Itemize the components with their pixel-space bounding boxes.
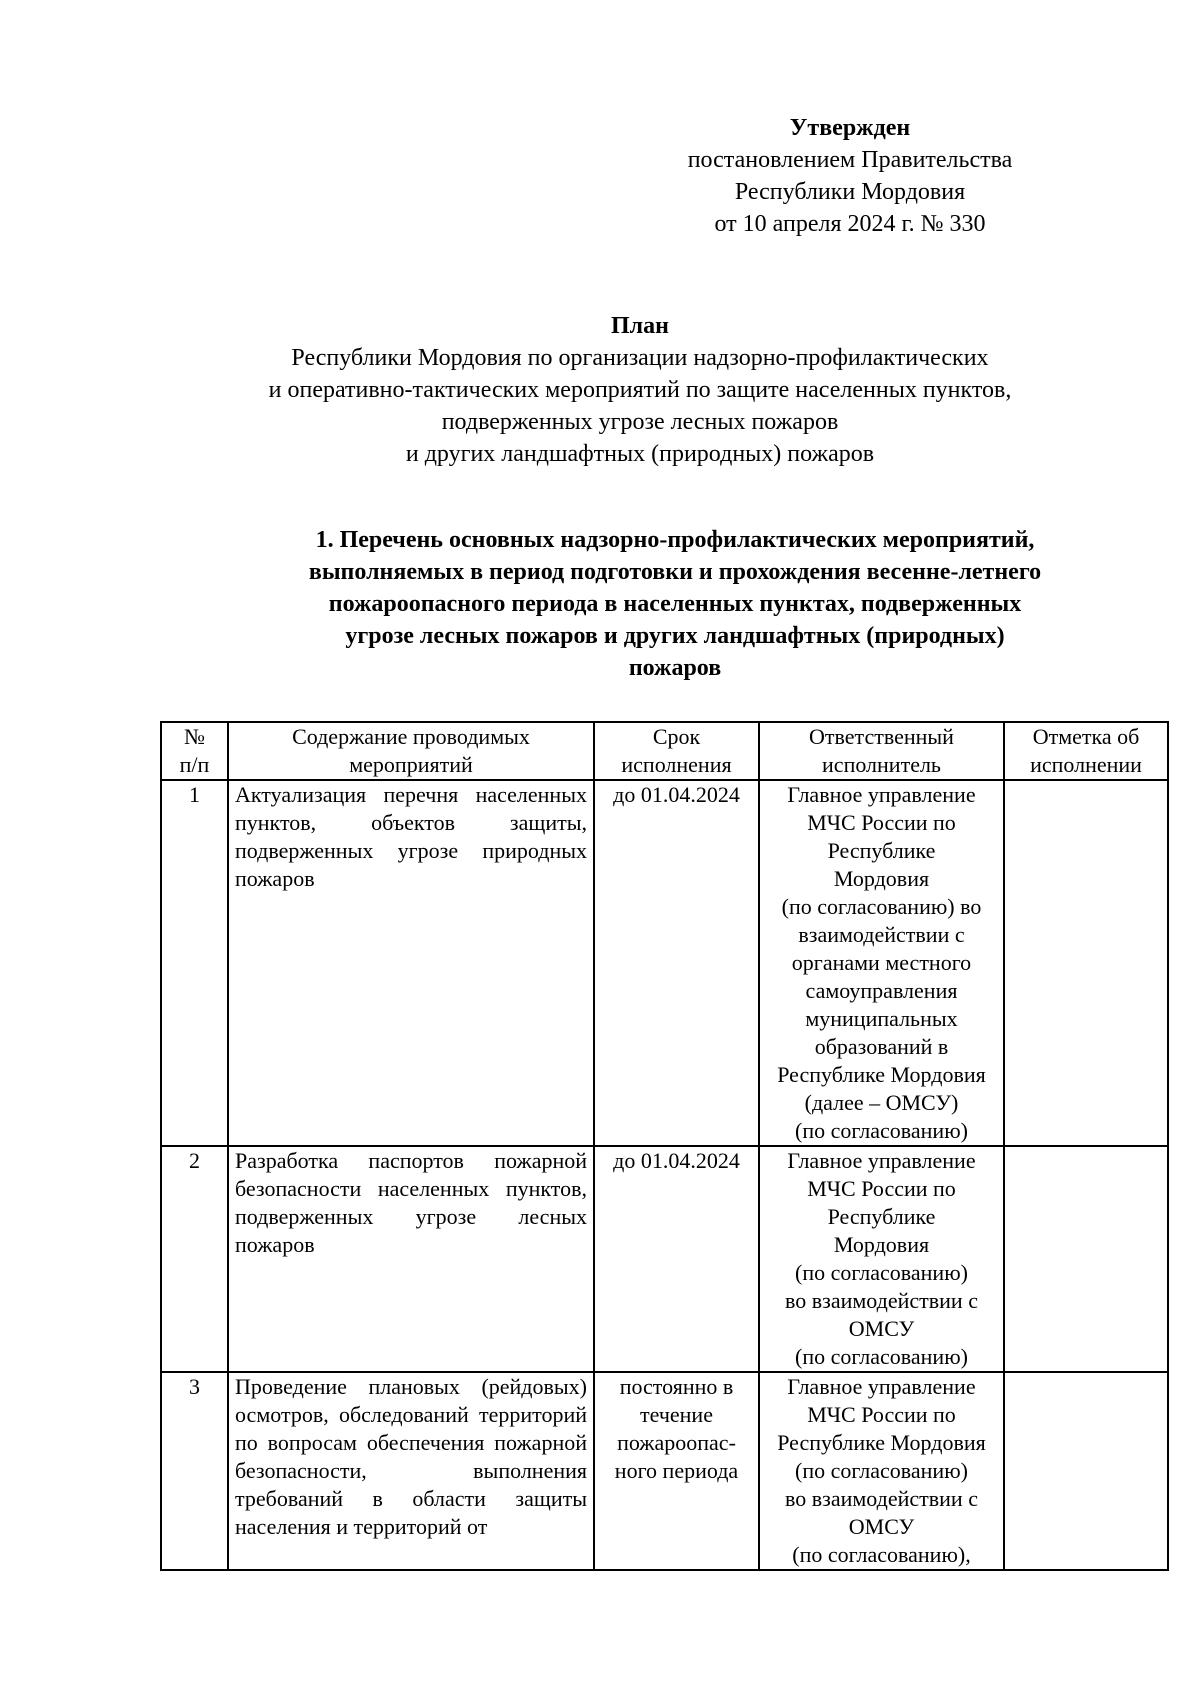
header-term (594, 722, 759, 780)
row-responsible: Главное управление МЧС России по Республике Мордовия (по согласованию) во взаимодействии с ОМСУ (по согласованию), (759, 1372, 1004, 1570)
header-responsible-line-2: исполнитель (822, 752, 941, 777)
approval-block (640, 112, 1060, 240)
table-header-row (161, 722, 1168, 780)
row-num: 3 (161, 1372, 228, 1570)
row-mark (1004, 1146, 1168, 1372)
row-responsible: Главное управление МЧС России по Республике Мордовия (по согласованию) во взаимодействии с органами местного самоуправления муниципальных образований в Республике Мордовия (далее – ОМСУ) (по согласованию) (759, 780, 1004, 1146)
plan-title-block (160, 310, 1120, 470)
section-title-line-4: угрозе лесных пожаров и других ландшафтных (природных) (345, 623, 1005, 649)
table-row (161, 1372, 1168, 1570)
header-term-line-2: исполнения (621, 752, 732, 777)
plan-subtitle-line-3: подверженных угрозе лесных пожаров (441, 409, 839, 435)
plan-title: План (611, 313, 669, 339)
row-mark (1004, 1372, 1168, 1570)
plan-subtitle-line-2: и оперативно-тактических мероприятий по защите населенных пунктов, (268, 377, 1012, 403)
header-mark-line-1: Отметка об (1032, 724, 1140, 749)
row-term: постоянно в течение пожароопас-ного периода (594, 1372, 759, 1570)
measures-table (160, 721, 1169, 1571)
approval-title: Утвержден (789, 115, 911, 141)
header-num-line-1: № (184, 724, 205, 749)
header-num-line-2: п/п (179, 752, 210, 777)
header-term-line-1: Срок (652, 724, 701, 749)
header-content (228, 722, 594, 780)
row-content: Проведение плановых (рейдовых) осмотров, обследований территорий по вопросам обеспечения пожарной безопасности, выполнения требований в области защиты населения и территорий от (228, 1372, 594, 1570)
header-responsible-line-1: Ответственный (809, 724, 954, 749)
row-num: 1 (161, 780, 228, 1146)
header-content-line-1: Содержание проводимых (292, 724, 530, 749)
table-row (161, 780, 1168, 1146)
header-mark-line-2: исполнении (1030, 752, 1142, 777)
row-term: до 01.04.2024 (594, 1146, 759, 1372)
header-num (161, 722, 228, 780)
approval-line-3: от 10 апреля 2024 г. № 330 (714, 211, 986, 237)
row-content: Разработка паспортов пожарной безопасности населенных пунктов, подверженных угрозе лесных пожаров (228, 1146, 594, 1372)
table-row (161, 1146, 1168, 1372)
section-title-line-2: выполняемых в период подготовки и прохождения весенне-летнего (308, 559, 1042, 585)
row-content: Актуализация перечня населенных пунктов, объектов защиты, подверженных угрозе природных пожаров (228, 780, 594, 1146)
approval-line-1: постановлением Правительства (687, 147, 1013, 173)
section-title-line-1: 1. Перечень основных надзорно-профилактических мероприятий, (315, 527, 1035, 553)
plan-subtitle-line-1: Республики Мордовия по организации надзорно-профилактических (291, 345, 989, 371)
section-title (210, 524, 1140, 684)
header-responsible (759, 722, 1004, 780)
approval-line-2: Республики Мордовия (734, 179, 966, 205)
row-mark (1004, 780, 1168, 1146)
row-term: до 01.04.2024 (594, 780, 759, 1146)
header-mark (1004, 722, 1168, 780)
row-num: 2 (161, 1146, 228, 1372)
section-title-line-5: пожаров (628, 655, 722, 681)
header-content-line-2: мероприятий (349, 752, 473, 777)
section-title-line-3: пожароопасного периода в населенных пунктах, подверженных (328, 591, 1022, 617)
plan-subtitle-line-4: и других ландшафтных (природных) пожаров (405, 441, 875, 467)
row-responsible: Главное управление МЧС России по Республике Мордовия (по согласованию) во взаимодействии с ОМСУ (по согласованию) (759, 1146, 1004, 1372)
